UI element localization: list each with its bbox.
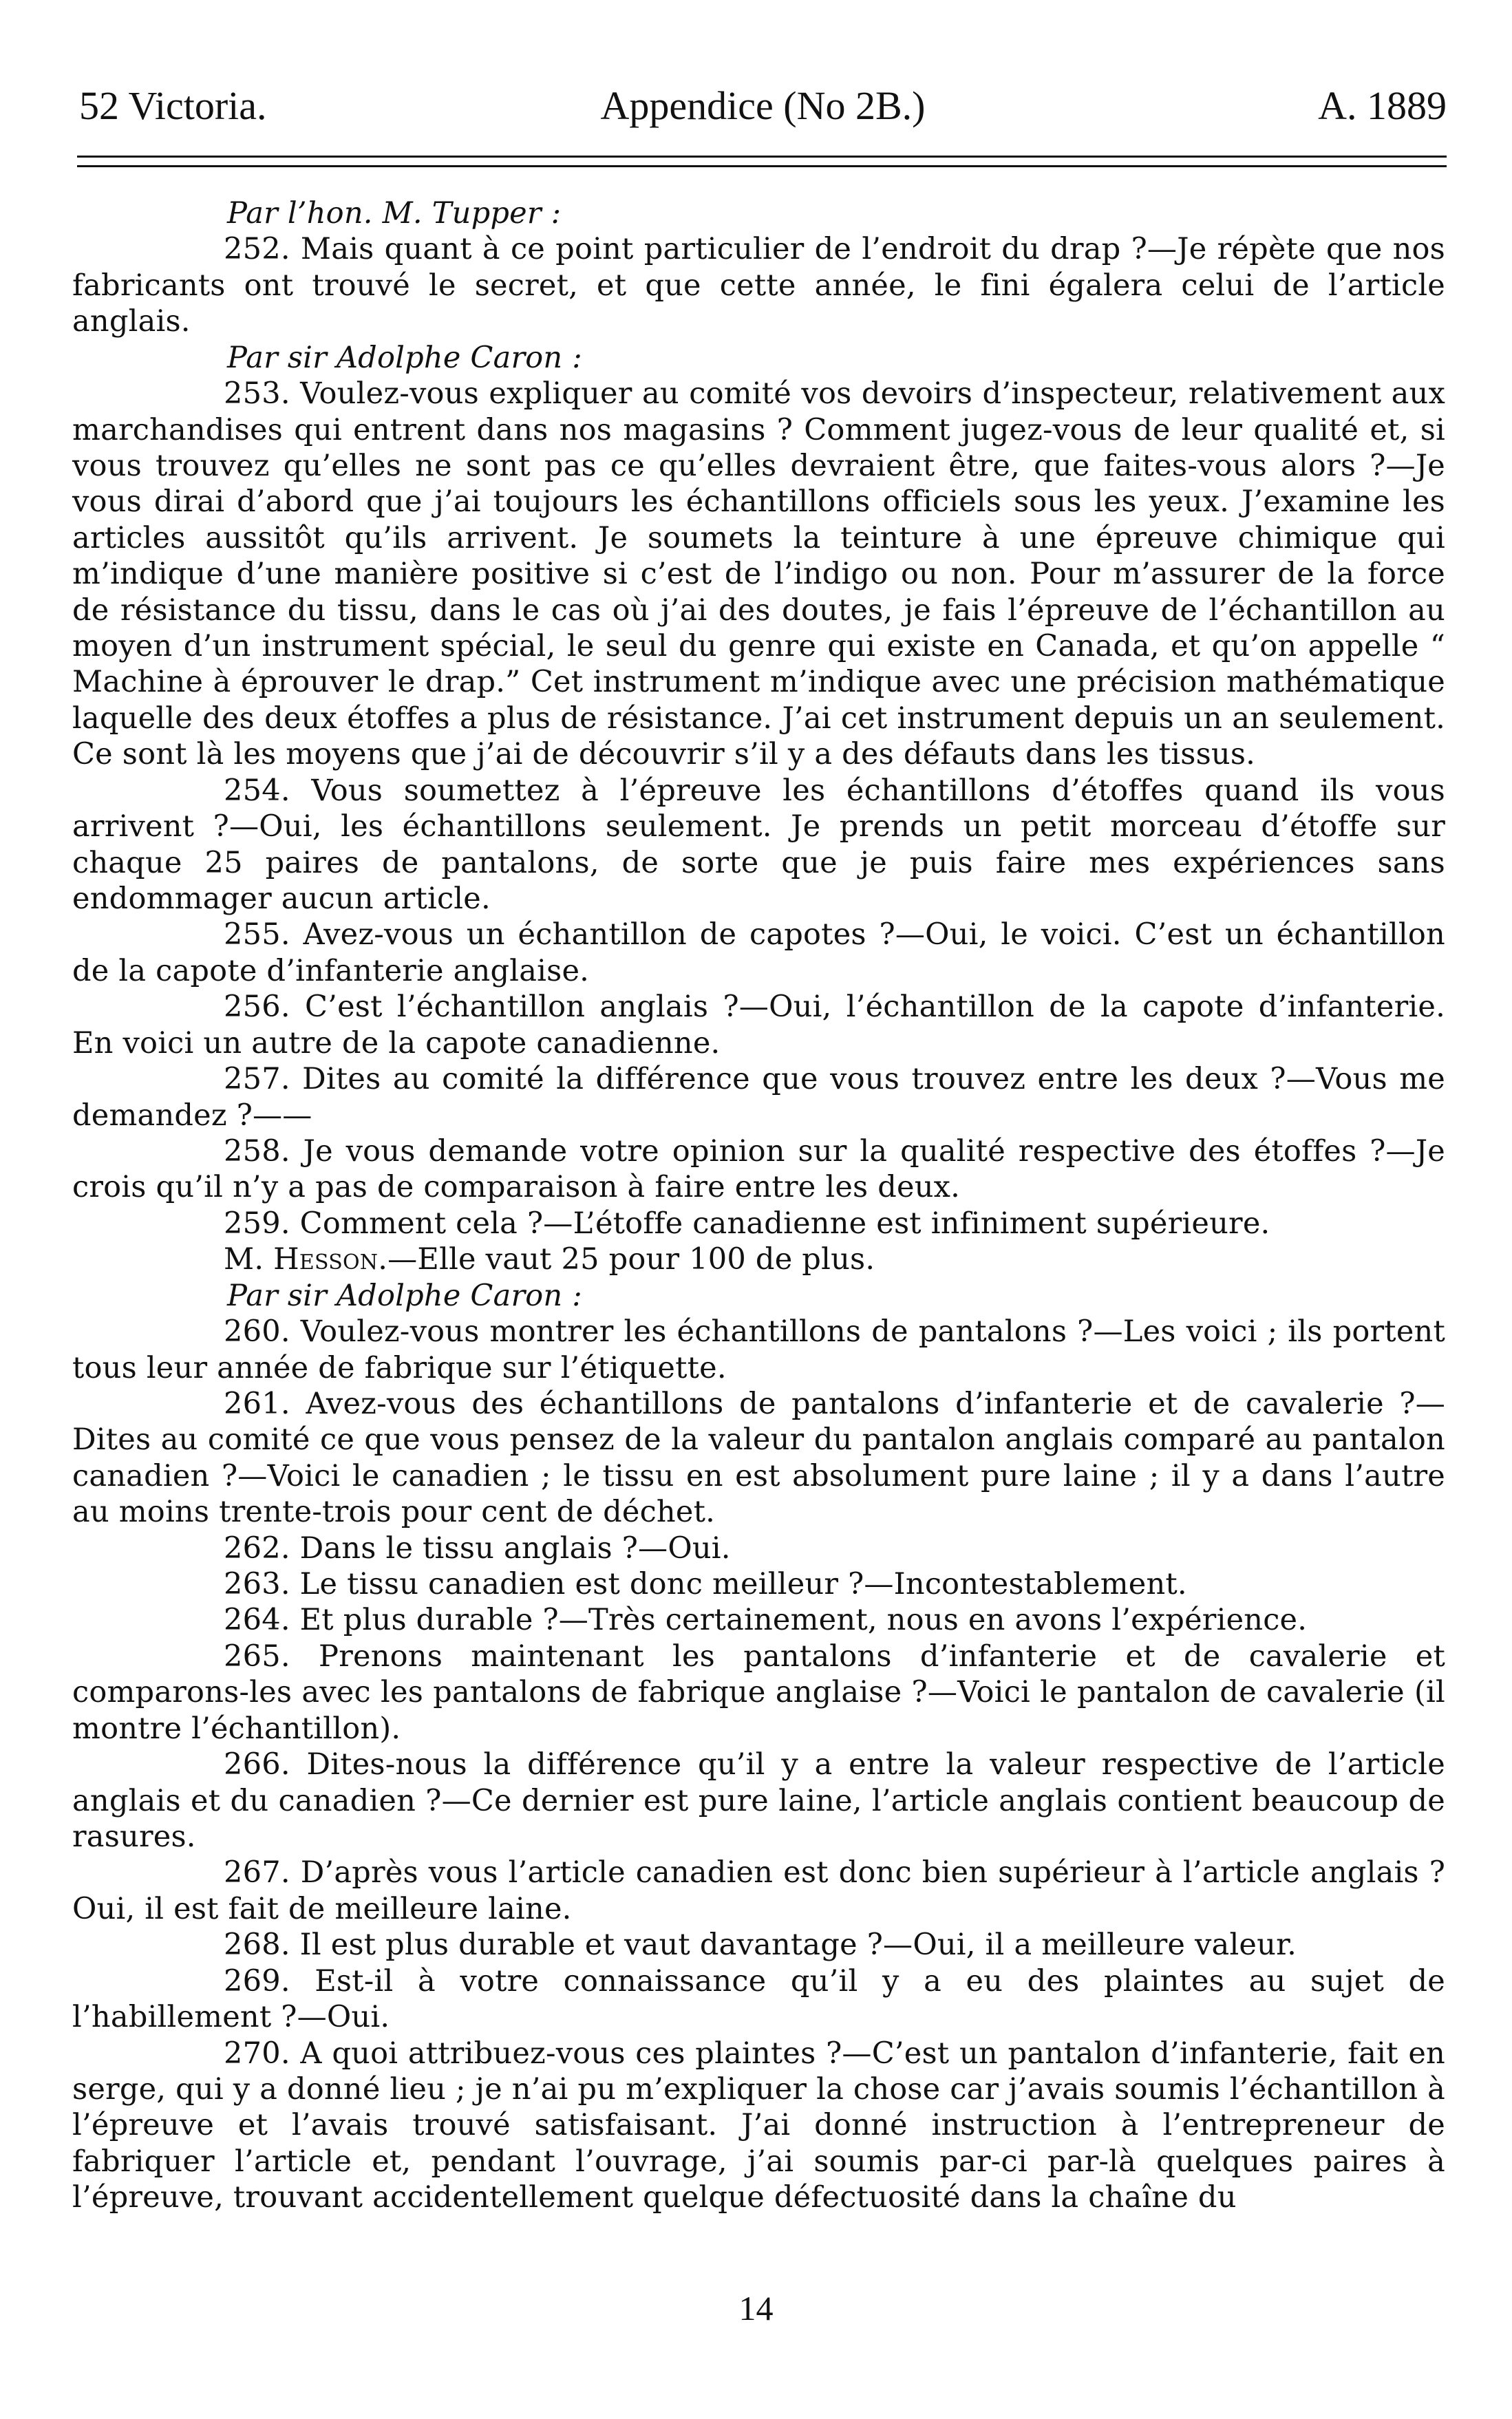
question-252: 252. Mais quant à ce point particulier de l’endroit du drap ?—Je répète que nos fabricants ont trouvé le secret, et que cette année, le fini égalera celui de l’article anglais. (72, 232, 1445, 339)
speaker-line: Par sir Adolphe Caron : (227, 340, 583, 375)
question-264: 264. Et plus durable ?—Très certainement, nous en avons l’expérience. (224, 1603, 1308, 1638)
m-hesson-name: Hesson (273, 1242, 379, 1277)
statement-m-hesson (72, 1242, 1445, 1277)
question-263: 263. Le tissu canadien est donc meilleur ?—Incontestablement. (224, 1567, 1187, 1602)
header-rule-top (77, 156, 1447, 158)
question-262: 262. Dans le tissu anglais ?—Oui. (224, 1531, 731, 1566)
question-260: 260. Voulez-vous montrer les échantillons de pantalons ?—Les voici ; ils portent tous leur année de fabrique sur l’étiquette. (72, 1314, 1445, 1385)
speaker-line: Par sir Adolphe Caron : (227, 1278, 583, 1313)
document-body (72, 195, 1445, 2216)
running-header (79, 83, 1447, 138)
question-254: 254. Vous soumettez à l’épreuve les échantillons d’étoffes quand ils vous arrivent ?—Oui, les échantillons seulement. Je prends un petit morceau d’étoffe sur chaque 25 paires de pantalons, de sorte que je puis faire mes expériences sans endommager aucun article. (72, 773, 1445, 917)
question-255: 255. Avez-vous un échantillon de capotes ?—Oui, le voici. C’est un échantillon de la capote d’infanterie anglaise. (72, 917, 1445, 988)
header-rule-bottom (77, 165, 1447, 167)
header-year: A. 1889 (1318, 83, 1447, 128)
m-hesson-text: .—Elle vaut 25 pour 100 de plus. (378, 1242, 875, 1277)
header-session: 52 Victoria. (79, 83, 267, 128)
question-256: 256. C’est l’échantillon anglais ?—Oui, l’échantillon de la capote d’infanterie. En voici un autre de la capote canadienne. (72, 990, 1445, 1061)
question-261: 261. Avez-vous des échantillons de pantalons d’infanterie et de cavalerie ?—Dites au comité ce que vous pensez de la valeur du pantalon anglais comparé au pantalon canadien ?—Voici le canadien ; le tissu en est absolument pure laine ; il y a dans l’autre au moins trente-trois pour cent de déchet. (72, 1386, 1445, 1530)
question-266: 266. Dites-nous la différence qu’il y a entre la valeur respective de l’article anglais et du canadien ?—Ce dernier est pure laine, l’article anglais contient beaucoup de rasures. (72, 1747, 1445, 1854)
page-number: 14 (738, 2289, 774, 2327)
question-269: 269. Est-il à votre connaissance qu’il y a eu des plaintes au sujet de l’habillement ?—Oui. (72, 1963, 1445, 2035)
question-259: 259. Comment cela ?—L’étoffe canadienne est infiniment supérieure. (224, 1206, 1270, 1241)
header-appendix: Appendice (No 2B.) (600, 83, 926, 128)
question-267: 267. D’après vous l’article canadien est donc bien supérieur à l’article anglais ? Oui, il est fait de meilleure laine. (72, 1855, 1445, 1926)
question-257: 257. Dites au comité la différence que vous trouvez entre les deux ?—Vous me demandez ?—— (72, 1062, 1445, 1133)
m-hesson-prefix: M. (224, 1242, 274, 1277)
question-268: 268. Il est plus durable et vaut davantage ?—Oui, il a meilleure valeur. (224, 1928, 1297, 1963)
question-265: 265. Prenons maintenant les pantalons d’infanterie et de cavalerie et comparons-les avec les pantalons de fabrique anglaise ?—Voici le pantalon de cavalerie (il montre l’échantillon). (72, 1639, 1445, 1746)
question-258: 258. Je vous demande votre opinion sur la qualité respective des étoffes ?—Je crois qu’il n’y a pas de comparaison à faire entre les deux. (72, 1133, 1445, 1205)
question-270: 270. A quoi attribuez-vous ces plaintes ?—C’est un pantalon d’infanterie, fait en serge, qui y a donné lieu ; je n’ai pu m’expliquer la chose car j’avais soumis l’échantillon à l’épreuve et l’avais trouvé satisfaisant. J’ai donné instruction à l’entrepreneur de fabriquer l’article et, pendant l’ouvrage, j’ai soumis par-ci par-là quelques paires à l’épreuve, trouvant accidentellement quelque défectuosité dans la chaîne du (72, 2036, 1445, 2215)
speaker-line: Par l’hon. M. Tupper : (227, 196, 562, 231)
question-253: 253. Voulez-vous expliquer au comité vos devoirs d’inspecteur, relativement aux marchandises qui entrent dans nos magasins ? Comment jugez-vous de leur qualité et, si vous trouvez qu’elles ne sont pas ce qu’elles devraient être, que faites-vous alors ?—Je vous dirai d’abord que j’ai toujours les échantillons officiels sous les yeux. J’examine les articles aussitôt qu’ils arrivent. Je soumets la teinture à une épreuve chimique qui m’indique d’une manière positive si c’est de l’indigo ou non. Pour m’assurer de la force de résistance du tissu, dans le cas où j’ai des doutes, je fais l’épreuve de l’échantillon au moyen d’un instrument spécial, le seul du genre qui existe en Canada, et qu’on appelle “ Machine à éprouver le drap.” Cet instrument m’indique avec une précision mathématique laquelle des deux étoffes a plus de résistance. J’ai cet instrument depuis un an seulement. Ce sont là les moyens que j’ai de découvrir s’il y a des défauts dans les tissus. (72, 376, 1445, 772)
